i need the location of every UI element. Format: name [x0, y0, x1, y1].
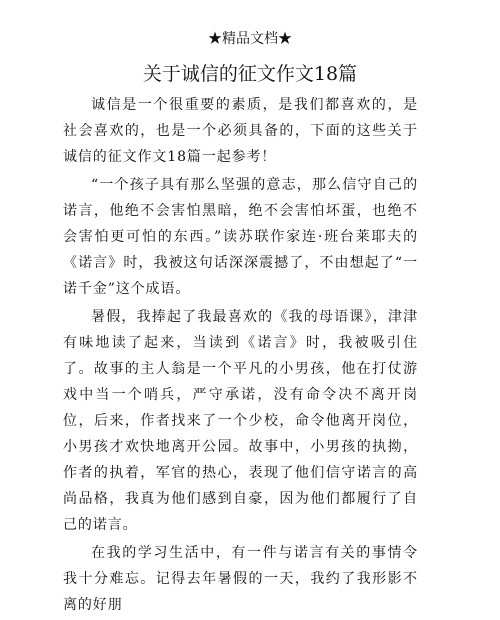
header-mark: ★精品文档★ [208, 31, 292, 47]
paragraph-intro: 诚信是一个很重要的素质，是我们都喜欢的，是社会喜欢的，也是一个必须具备的，下面的这些关于诚信的征文作文18篇一起参考！ [63, 97, 418, 165]
paragraph-memory: 在我的学习生活中，有一件与诺言有关的事情令我十分难忘。记得去年暑假的一天，我约了我形影不离的好朋 [63, 545, 418, 613]
document-body [63, 92, 418, 620]
document-title: 关于诚信的征文作文18篇 [142, 63, 358, 85]
paragraph-summer: 暑假，我捧起了我最喜欢的《我的母语课》，津津有味地读了起来，当读到《诺言》时，我被吸引住了。故事的主人翁是一个平凡的小男孩，他在打仗游戏中当一个哨兵，严守承诺，没有命令决不离开岗位，后来，作者找来了一个少校，命令他离开岗位，小男孩才欢快地离开公园。故事中，小男孩的执拗，作者的执着，军官的热心，表现了他们信守诺言的高尚品格，我真为他们感到自豪，因为他们都履行了自己的诺言。 [63, 309, 418, 533]
paragraph-quote: “一个孩子具有那么坚强的意志，那么信守自己的诺言，他绝不会害怕黑暗，绝不会害怕坏蛋，也绝不会害怕更可怕的东西。”读苏联作家连·班台莱耶夫的《诺言》时，我被这句话深深震撼了，不由想起了“一诺千金”这个成语。 [63, 177, 418, 297]
